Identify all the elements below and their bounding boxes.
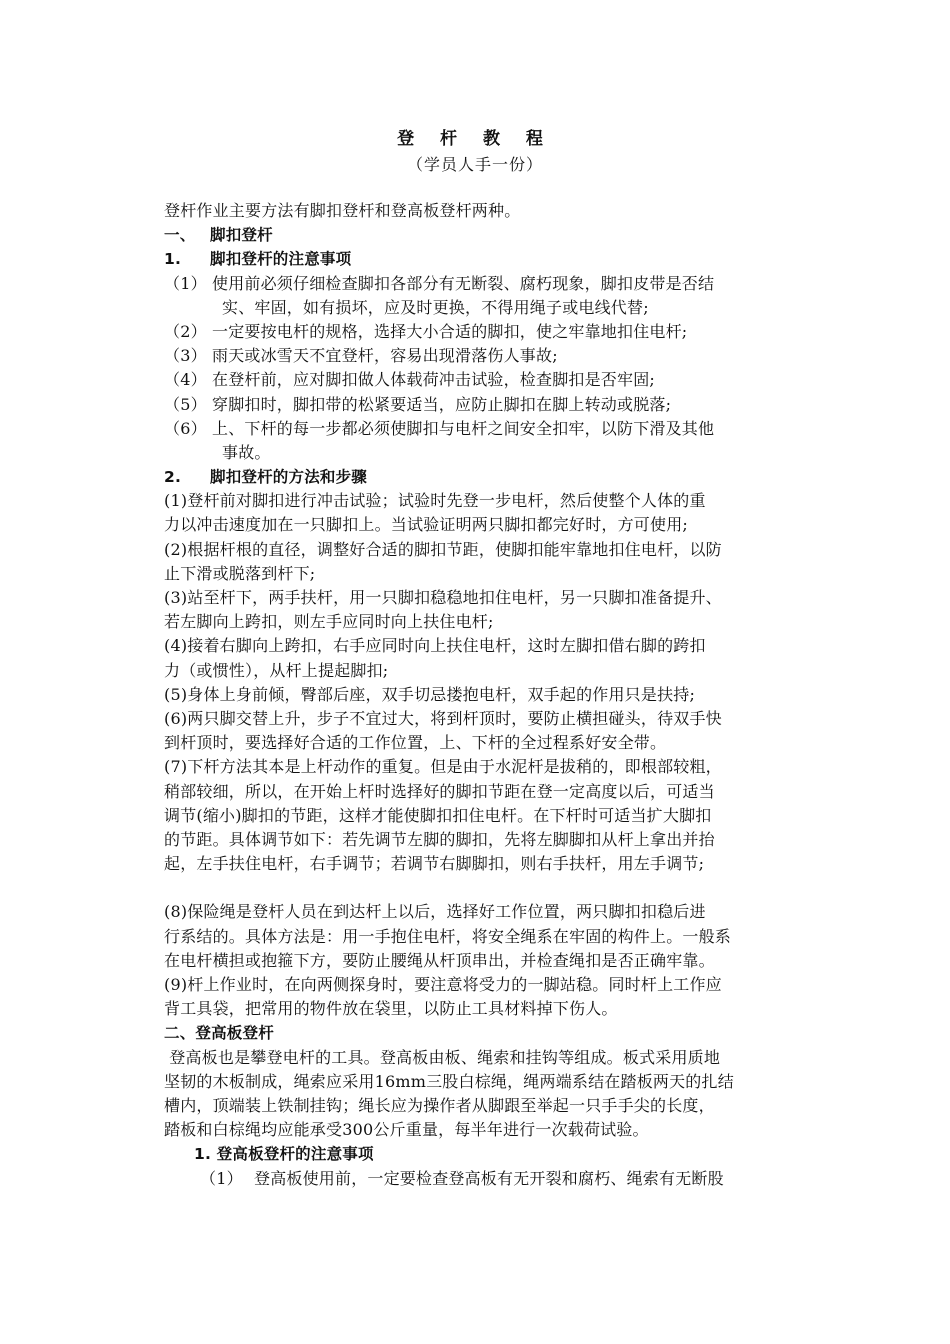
note-number: （5） <box>164 394 207 414</box>
note-text: 登高板使用前，一定要检查登高板有无开裂和腐朽、绳索有无断股 <box>254 1168 724 1188</box>
step-line: (8)保险绳是登杆人员在到达杆上以后，选择好工作位置，两只脚扣扣稳后进 <box>164 902 706 922</box>
note-number: （3） <box>164 346 207 366</box>
subsection-heading-1 <box>164 247 810 271</box>
note-number: （4） <box>164 370 207 390</box>
doc-body <box>164 199 810 1191</box>
doc-subtitle: （学员人手一份） <box>406 155 543 174</box>
step-line: (5)身体上身前倾，臀部后座，双手切忌搂抱电杆，双手起的作用只是扶持; <box>164 684 696 704</box>
step-line: 起，左手扶住电杆，右手调节；若调节右脚脚扣，则右手扶杆，用左手调节; <box>164 854 705 874</box>
note-number: （6） <box>164 418 207 438</box>
note-text: 雨天或冰雪天不宜登杆，容易出现滑落伤人事故; <box>212 346 558 366</box>
section-title: 脚扣登杆 <box>210 226 273 245</box>
note-number: （1） <box>164 273 207 293</box>
note-item <box>164 417 810 441</box>
subsection-number: 2. <box>164 468 182 487</box>
step-line: 调节(缩小)脚扣的节距，这样才能使脚扣扣住电杆。在下杆时可适当扩大脚扣 <box>164 805 712 825</box>
note-text: 在登杆前，应对脚扣做人体载荷冲击试验，检查脚扣是否牢固; <box>212 370 655 390</box>
step-line: (1)登杆前对脚扣进行冲击试验；试验时先登一步电杆，然后使整个人体的重 <box>164 491 706 511</box>
subsection-heading-3: 1. 登高板登杆的注意事项 <box>194 1145 374 1164</box>
note-item <box>164 272 810 296</box>
paragraph-line: 槽内，顶端装上铁制挂钩；绳长应为操作者从脚跟至举起一只手手尖的长度， <box>164 1095 715 1115</box>
note-text: 穿脚扣时，脚扣带的松紧要适当，应防止脚扣在脚上转动或脱落; <box>212 394 672 414</box>
step-line: 在电杆横担或抱箍下方，要防止腰绳从杆顶串出，并检查绳扣是否正确牢靠。 <box>164 950 715 970</box>
step-line: 背工具袋，把常用的物件放在袋里，以防止工具材料掉下伤人。 <box>164 999 618 1019</box>
subsection-number: 1. <box>164 250 182 269</box>
subsection-title: 脚扣登杆的注意事项 <box>210 250 352 269</box>
step-line: 止下滑或脱落到杆下; <box>164 563 316 583</box>
subsection-heading-2 <box>164 465 810 489</box>
note-item <box>164 368 810 392</box>
step-line: (3)站至杆下，两手扶杆，用一只脚扣稳稳地扣住电杆，另一只脚扣准备提升、 <box>164 588 722 607</box>
step-line: 到杆顶时，要选择好合适的工作位置，上、下杆的全过程系好安全带。 <box>164 733 667 753</box>
step-line: (4)接着右脚向上跨扣，右手应同时向上扶住电杆，这时左脚扣借右脚的跨扣 <box>164 636 706 656</box>
step-line: (9)杆上作业时，在向两侧探身时，要注意将受力的一脚站稳。同时杆上工作应 <box>164 975 722 994</box>
note-item <box>164 1167 810 1191</box>
step-line: 的节距。具体调节如下：若先调节左脚的脚扣，先将左脚脚扣从杆上拿出并抬 <box>164 829 715 849</box>
step-line: (2)根据杆根的直径，调整好合适的脚扣节距，使脚扣能牢靠地扣住电杆，以防 <box>164 539 722 559</box>
step-line: 若左脚向上跨扣，则左手应同时向上扶住电杆; <box>164 612 494 632</box>
step-line: 稍部较细，所以，在开始上杆时选择好的脚扣节距在登一定高度以后，可适当 <box>164 781 715 801</box>
note-continuation: 实、牢固，如有损坏，应及时更换，不得用绳子或电线代替; <box>222 297 649 317</box>
note-item <box>164 344 810 368</box>
paragraph-line: 踏板和白棕绳均应能承受300公斤重量，每半年进行一次载荷试验。 <box>164 1120 649 1140</box>
note-text: 一定要按电杆的规格，选择大小合适的脚扣，使之牢靠地扣住电杆; <box>212 321 688 341</box>
section-heading-2: 二、登高板登杆 <box>164 1024 274 1043</box>
doc-title: 登 杆 教 程 <box>397 129 553 149</box>
note-item <box>164 320 810 344</box>
subsection-title: 脚扣登杆的方法和步骤 <box>210 468 368 487</box>
intro-paragraph: 登杆作业主要方法有脚扣登杆和登高板登杆两种。 <box>164 201 521 220</box>
step-line: 行系结的。具体方法是：用一手抱住电杆，将安全绳系在牢固的构件上。一般系 <box>164 926 732 946</box>
section-heading-1 <box>164 223 810 247</box>
step-line: (7)下杆方法其本是上杆动作的重复。但是由于水泥杆是拔稍的，即根部较粗， <box>164 757 722 777</box>
note-continuation: 事故。 <box>222 442 271 462</box>
blank-line <box>164 876 810 900</box>
note-number: （1） <box>200 1168 243 1188</box>
note-number: （2） <box>164 321 207 341</box>
step-line: 力以冲击速度加在一只脚扣上。当试验证明两只脚扣都完好时，方可使用; <box>164 515 688 535</box>
step-line: (6)两只脚交替上升，步子不宜过大，将到杆顶时，要防止横担碰头，待双手快 <box>164 708 722 728</box>
note-text: 上、下杆的每一步都必须使脚扣与电杆之间安全扣牢，以防下滑及其他 <box>212 418 715 438</box>
note-text: 使用前必须仔细检查脚扣各部分有无断裂、腐朽现象，脚扣皮带是否结 <box>212 273 715 293</box>
paragraph-line: 坚韧的木板制成，绳索应采用16mm三股白棕绳，绳两端系结在踏板两天的扎结 <box>164 1071 734 1091</box>
note-item <box>164 393 810 417</box>
step-line: 力（或惯性），从杆上提起脚扣; <box>164 660 389 680</box>
section-number: 一、 <box>164 226 196 245</box>
paragraph-line: 登高板也是攀登电杆的工具。登高板由板、绳索和挂钩等组成。板式采用质地 <box>164 1047 721 1067</box>
